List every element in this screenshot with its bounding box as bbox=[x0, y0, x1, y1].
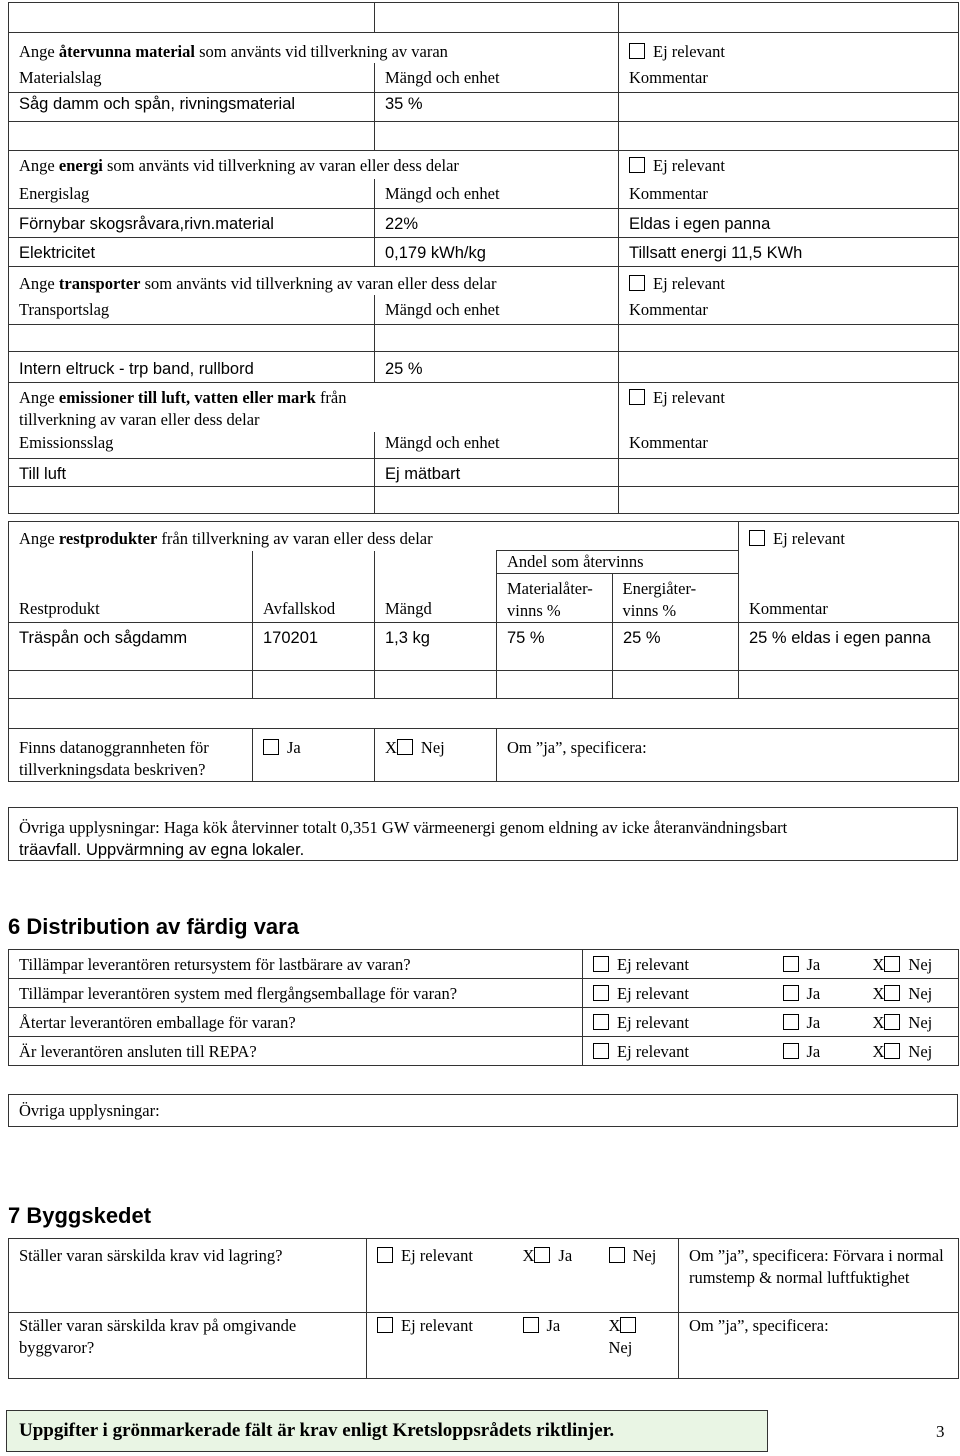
nej-option[interactable]: X Nej bbox=[863, 1037, 959, 1066]
energy-type-cell[interactable]: Förnybar skogsråvara,rivn.material bbox=[9, 208, 375, 237]
emission-prompt: Ange emissioner till luft, vatten eller mark från tillverkning av varan eller dess delar bbox=[9, 382, 619, 432]
energy-comment-cell[interactable]: Eldas i egen panna bbox=[619, 208, 959, 237]
ovriga-label: Övriga upplysningar: bbox=[19, 1101, 160, 1120]
col-header: Avfallskod bbox=[253, 551, 375, 623]
ej-relevant-checkbox[interactable] bbox=[377, 1247, 393, 1263]
comment-cell[interactable] bbox=[619, 92, 959, 121]
col-header: Kommentar bbox=[619, 179, 959, 208]
ja-option[interactable]: Ja bbox=[773, 950, 863, 979]
distribution-row bbox=[9, 1037, 959, 1066]
nej-option[interactable]: X Nej bbox=[863, 950, 959, 979]
distribution-question: Återtar leverantören emballage för varan? bbox=[9, 1008, 583, 1037]
nej-option[interactable]: Nej bbox=[599, 1239, 679, 1313]
col-header: Kommentar bbox=[619, 295, 959, 324]
col-header: Emissionsslag bbox=[9, 432, 375, 458]
ej-relevant-option[interactable]: Ej relevant bbox=[583, 1037, 773, 1066]
material-cell[interactable]: Såg damm och spån, rivningsmaterial bbox=[9, 92, 375, 121]
ej-relevant-checkbox[interactable] bbox=[593, 956, 609, 972]
distribution-row bbox=[9, 950, 959, 979]
environment-table: Ange återvunna material som använts vid tillverkning av varan Ej relevant Materialslag Mängd och enhet Kommentar Såg damm och spån, rivningsmaterial 35 % Ange energi som använts vid tillverkning av varan eller dess delar Ej relevant Energislag Mängd och enhet Kommentar Förnybar skogsråvara,rivn.material 22% Eldas i egen panna Elektricitet 0,179 kWh/kg Tillsatt energi 11,5 KWh Ange transporter som använts vid tillverkning av varan eller dess delar Ej relevant Transportslag Mängd och enhet Kommentar Intern eltruck - trp band, rullbord 25 % Ange emissioner till luft, vatten eller mark från tillverkning av varan eller dess delar Ej relevant Emissionsslag Mängd och enhet Kommentar Till luft Ej mätbart bbox=[8, 2, 959, 514]
col-header: Mängd och enhet bbox=[375, 295, 619, 324]
ej-relevant-checkbox[interactable] bbox=[629, 275, 645, 291]
ja-option[interactable]: Ja bbox=[773, 1008, 863, 1037]
distribution-row bbox=[9, 979, 959, 1008]
ja-checkbox[interactable] bbox=[783, 1043, 799, 1059]
nej-option[interactable]: X Nej bbox=[863, 1008, 959, 1037]
rest-energy-cell[interactable]: 25 % bbox=[613, 623, 739, 671]
data-accuracy-question: Finns datanoggrannheten för tillverkningsdata beskriven? bbox=[9, 729, 253, 782]
col-header: Mängd och enhet bbox=[375, 63, 619, 92]
ej-relevant-checkbox[interactable] bbox=[593, 985, 609, 1001]
nej-option[interactable]: X Nej bbox=[863, 979, 959, 1008]
nej-checkbox[interactable] bbox=[609, 1247, 625, 1263]
nej-checkbox[interactable] bbox=[884, 1043, 900, 1059]
nej-checkbox[interactable] bbox=[397, 739, 413, 755]
energy-amount-cell[interactable]: 0,179 kWh/kg bbox=[375, 237, 619, 266]
nej-checkbox[interactable] bbox=[884, 956, 900, 972]
emission-type-cell[interactable]: Till luft bbox=[9, 458, 375, 486]
col-header: Materialåter- vinns % bbox=[497, 574, 613, 622]
nej-option[interactable]: X Nej bbox=[375, 729, 497, 782]
ja-checkbox[interactable] bbox=[523, 1317, 539, 1333]
rest-product-cell[interactable]: Träspån och sågdamm bbox=[9, 623, 253, 671]
ja-checkbox[interactable] bbox=[783, 956, 799, 972]
ovriga-text: Haga kök återvinner totalt 0,351 GW värmeenergi genom eldning av icke återanvändningsbart bbox=[163, 818, 788, 837]
ej-relevant-option[interactable]: Ej relevant bbox=[583, 1008, 773, 1037]
section-7-heading: 7 Byggskedet bbox=[8, 1203, 152, 1228]
ej-relevant-option[interactable]: Ej relevant bbox=[367, 1239, 513, 1313]
transport-prompt: Ange transporter som använts vid tillverkning av varan eller dess delar bbox=[9, 266, 619, 295]
ej-relevant-checkbox[interactable] bbox=[749, 530, 765, 546]
emission-amount-cell[interactable]: Ej mätbart bbox=[375, 458, 619, 486]
ej-relevant-checkbox[interactable] bbox=[593, 1043, 609, 1059]
ovriga-text-cont: träavfall. Uppvärmning av egna lokaler. bbox=[19, 841, 305, 859]
col-header: Materialslag bbox=[9, 63, 375, 92]
distribution-question: Är leverantören ansluten till REPA? bbox=[9, 1037, 583, 1066]
nej-checkbox[interactable] bbox=[620, 1317, 636, 1333]
col-header: Transportslag bbox=[9, 295, 375, 324]
rest-amount-cell[interactable]: 1,3 kg bbox=[375, 623, 497, 671]
col-header: Restprodukt bbox=[9, 551, 253, 623]
section-6-heading: 6 Distribution av färdig vara bbox=[8, 914, 299, 939]
rest-comment-cell[interactable]: 25 % eldas i egen panna bbox=[739, 623, 959, 671]
ja-option[interactable]: X Ja bbox=[513, 1239, 599, 1313]
ja-option[interactable]: Ja bbox=[253, 729, 375, 782]
col-header: Kommentar bbox=[619, 432, 959, 458]
ja-option[interactable]: Ja bbox=[773, 1037, 863, 1066]
col-header: Energiåter- vinns % bbox=[622, 579, 697, 620]
ovriga-label: Övriga upplysningar: bbox=[19, 818, 164, 837]
distribution-question: Tillämpar leverantören retursystem för lastbärare av varan? bbox=[9, 950, 583, 979]
energy-comment-cell[interactable]: Tillsatt energi 11,5 KWh bbox=[619, 237, 959, 266]
ja-checkbox[interactable] bbox=[783, 985, 799, 1001]
col-header: Mängd och enhet bbox=[375, 432, 619, 458]
col-header: Kommentar bbox=[739, 551, 959, 623]
specify-field[interactable]: Om ”ja”, specificera: bbox=[679, 1313, 959, 1379]
ej-relevant-option[interactable]: Ej relevant bbox=[367, 1313, 513, 1379]
ja-checkbox[interactable] bbox=[263, 739, 279, 755]
energy-prompt: Ange energi som använts vid tillverkning av varan eller dess delar bbox=[9, 150, 619, 179]
ej-relevant-checkbox[interactable] bbox=[629, 43, 645, 59]
ovriga-box[interactable] bbox=[8, 807, 958, 861]
nej-checkbox[interactable] bbox=[884, 1014, 900, 1030]
byggskedet-table bbox=[8, 1238, 959, 1379]
q-omgivande: Ställer varan särskilda krav på omgivande byggvaror? bbox=[9, 1313, 367, 1379]
ej-relevant-checkbox[interactable] bbox=[377, 1317, 393, 1333]
rest-prompt: Ange restprodukter från tillverkning av varan eller dess delar bbox=[9, 522, 739, 551]
rest-code-cell[interactable]: 170201 bbox=[253, 623, 375, 671]
transport-type-cell[interactable]: Intern eltruck - trp band, rullbord bbox=[9, 351, 375, 382]
andel-header: Andel som återvinns Materialåter- vinns % Energiåter- vinns % bbox=[497, 551, 739, 623]
rest-material-cell[interactable]: 75 % bbox=[497, 623, 613, 671]
energy-amount-cell[interactable]: 22% bbox=[375, 208, 619, 237]
amount-cell[interactable]: 35 % bbox=[375, 92, 619, 121]
nej-option[interactable]: X Nej bbox=[599, 1313, 679, 1379]
specify-field[interactable]: Om ”ja”, specificera: Förvara i normal rumstemp & normal luftfuktighet bbox=[679, 1239, 959, 1313]
col-header: Mängd och enhet bbox=[375, 179, 619, 208]
distribution-row bbox=[9, 1008, 959, 1037]
q-lagring: Ställer varan särskilda krav vid lagring? bbox=[9, 1239, 367, 1313]
page-number: 3 bbox=[936, 1422, 945, 1441]
ej-relevant-checkbox[interactable] bbox=[629, 157, 645, 173]
footer-note: Uppgifter i grönmarkerade fält är krav enligt Kretsloppsrådets riktlinjer. bbox=[6, 1410, 768, 1452]
ja-checkbox[interactable] bbox=[534, 1247, 550, 1263]
distribution-question: Tillämpar leverantören system med flergångsemballage för varan? bbox=[9, 979, 583, 1008]
ja-option[interactable]: Ja bbox=[773, 979, 863, 1008]
col-header: Kommentar bbox=[619, 63, 959, 92]
col-header: Mängd bbox=[375, 551, 497, 623]
specify-field[interactable]: Om ”ja”, specificera: bbox=[497, 729, 959, 782]
recycled-prompt: Ange återvunna material som använts vid tillverkning av varan bbox=[9, 33, 619, 64]
distribution-table bbox=[8, 949, 959, 1066]
ja-checkbox[interactable] bbox=[783, 1014, 799, 1030]
ej-relevant-option[interactable]: Ej relevant bbox=[583, 979, 773, 1008]
ovriga-6-box[interactable] bbox=[8, 1094, 958, 1127]
rest-table: Ange restprodukter från tillverkning av varan eller dess delar Ej relevant Restprodukt Avfallskod Mängd Andel som återvinns Materialåter- vinns % Energiåter- vinns % Kommentar Träspån och sågdamm 170201 1,3 kg 75 % 25 % 25 % eldas i egen panna Finns datanoggrannheten för tillverkningsdata beskriven? Ja X Nej Om ”ja”, specificera: bbox=[8, 521, 959, 782]
ja-option[interactable]: Ja bbox=[513, 1313, 599, 1379]
transport-amount-cell[interactable]: 25 % bbox=[375, 351, 619, 382]
ej-relevant-checkbox[interactable] bbox=[593, 1014, 609, 1030]
nej-checkbox[interactable] bbox=[884, 985, 900, 1001]
ej-relevant-checkbox[interactable] bbox=[629, 389, 645, 405]
col-header: Energislag bbox=[9, 179, 375, 208]
energy-type-cell[interactable]: Elektricitet bbox=[9, 237, 375, 266]
ej-relevant-option[interactable]: Ej relevant bbox=[583, 950, 773, 979]
